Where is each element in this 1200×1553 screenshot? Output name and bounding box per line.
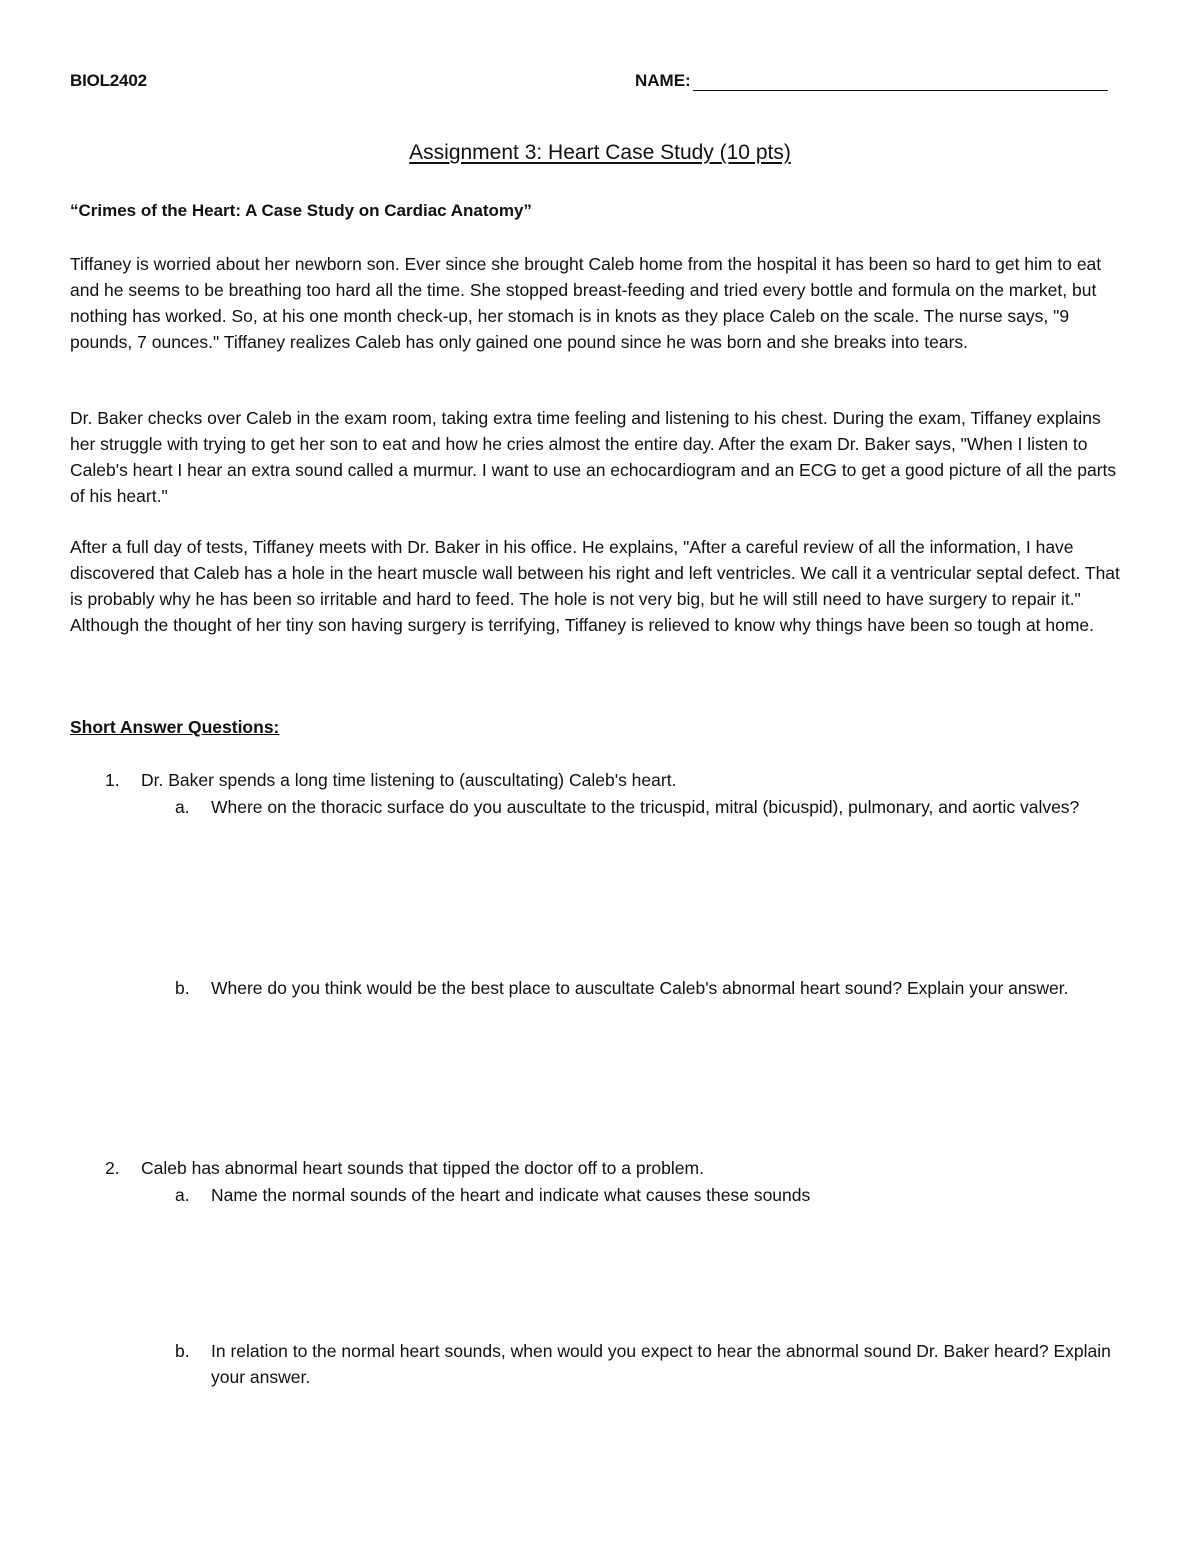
question-text: Caleb has abnormal heart sounds that tipped the doctor off to a problem. xyxy=(141,1158,704,1178)
question-number: 1. xyxy=(105,770,120,790)
question-text: Dr. Baker spends a long time listening to (auscultating) Caleb's heart. xyxy=(141,770,677,790)
questions-heading: Short Answer Questions: xyxy=(70,717,280,737)
question-text: In relation to the normal heart sounds, when would you expect to hear the abnormal sound Dr. Baker heard? Explain your answer. xyxy=(211,1341,1111,1387)
course-code: BIOL2402 xyxy=(70,71,147,90)
question-text: Where do you think would be the best place to auscultate Caleb's abnormal heart sound? Explain your answer. xyxy=(211,978,1069,998)
question-text: Name the normal sounds of the heart and indicate what causes these sounds xyxy=(211,1185,811,1205)
question-letter: a. xyxy=(175,797,190,817)
case-paragraph-2: Dr. Baker checks over Caleb in the exam room, taking extra time feeling and listening to his chest. During the exam, Tiffaney explains her struggle with trying to get her son to eat and how he cries almost the entire day. After the exam Dr. Baker says, "When I listen to Caleb's heart I hear an extra sound called a murmur. I want to use an echocardiogram and an ECG to get a good picture of all the parts of his heart." xyxy=(70,408,1117,506)
case-study-subtitle: “Crimes of the Heart: A Case Study on Cardiac Anatomy” xyxy=(70,201,532,220)
question-text: Where on the thoracic surface do you auscultate to the tricuspid, mitral (bicuspid), pulmonary, and aortic valves? xyxy=(211,797,1080,817)
question-number: 2. xyxy=(105,1158,120,1178)
name-field xyxy=(635,71,1108,91)
question-letter: b. xyxy=(175,978,190,998)
name-label: NAME: xyxy=(635,71,691,90)
case-paragraph-1: Tiffaney is worried about her newborn son. Ever since she brought Caleb home from the hospital it has been so hard to get him to eat and he seems to be breathing too hard all the time. She stopped breast-feeding and tried every bottle and formula on the market, but nothing has worked. So, at his one month check-up, her stomach is in knots as they place Caleb on the scale. The nurse says, "9 pounds, 7 ounces." Tiffaney realizes Caleb has only gained one pound since he was born and she breaks into tears. xyxy=(70,254,1102,352)
case-paragraph-3: After a full day of tests, Tiffaney meets with Dr. Baker in his office. He explains, "After a careful review of all the information, I have discovered that Caleb has a hole in the heart muscle wall between his right and left ventricles. We call it a ventricular septal defect. That is probably why he has been so irritable and hard to feed. The hole is not very big, but he will still need to have surgery to repair it." Although the thought of her tiny son having surgery is terrifying, Tiffaney is relieved to know why things have been so tough at home. xyxy=(70,537,1120,635)
name-blank-line xyxy=(693,71,1108,91)
assignment-title: Assignment 3: Heart Case Study (10 pts) xyxy=(409,141,791,164)
question-letter: b. xyxy=(175,1341,190,1361)
question-letter: a. xyxy=(175,1185,190,1205)
